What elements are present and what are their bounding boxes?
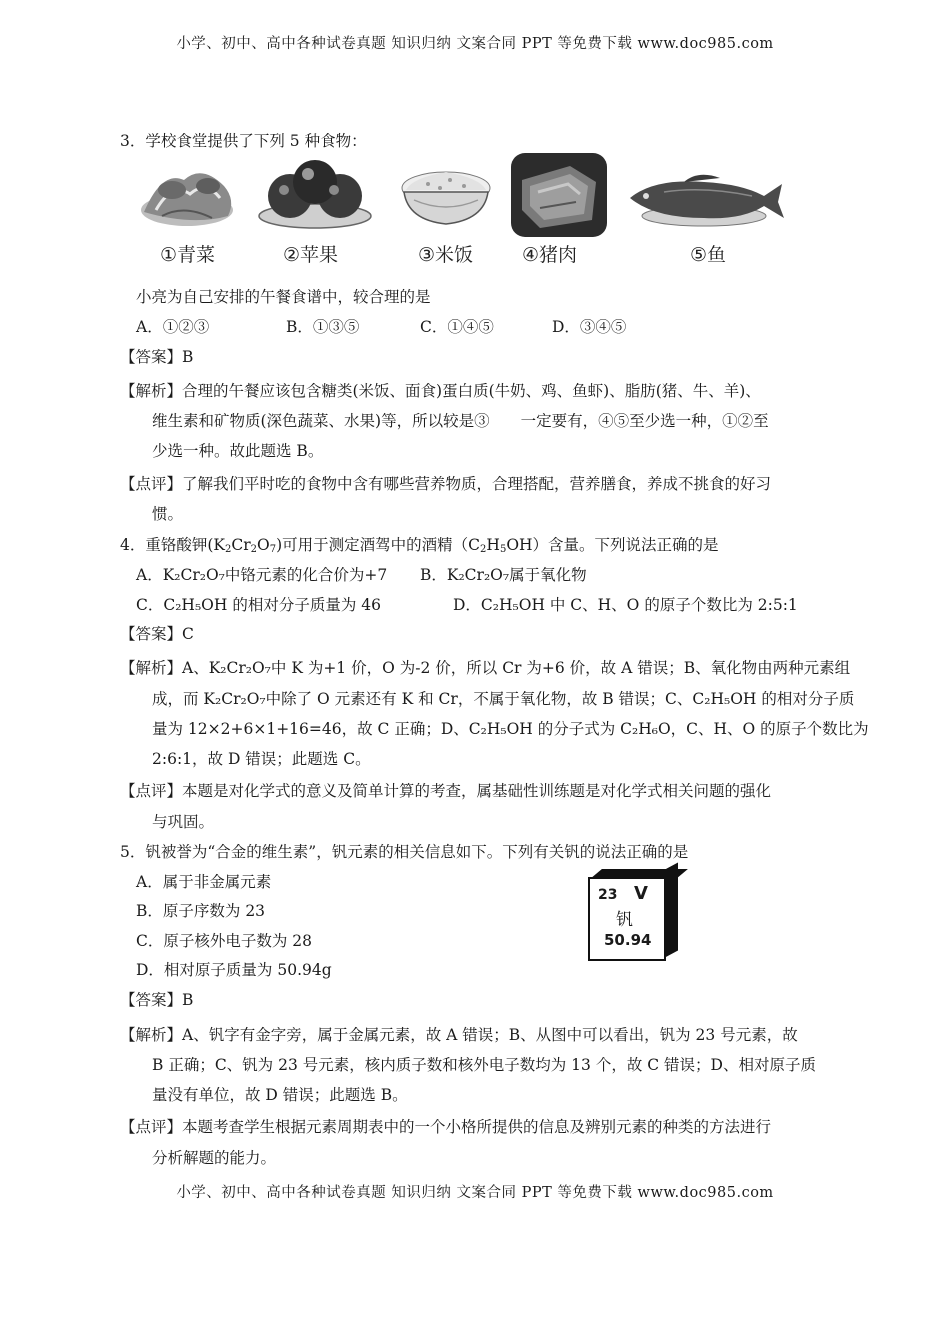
element-symbol: V (634, 883, 648, 904)
q5-option-c: C．原子核外电子数为 28 (136, 932, 313, 950)
q3-option-c: C．①④⑤ (420, 318, 494, 336)
q5-comment-line2: 分析解题的能力。 (152, 1149, 277, 1167)
q4-option-d: D．C₂H₅OH 中 C、H、O 的原子个数比为 2:5:1 (453, 596, 798, 614)
food-label-1: ①青菜 (160, 244, 216, 266)
element-cell (588, 877, 666, 961)
q4-option-b: B．K₂Cr₂O₇属于氧化物 (420, 566, 587, 584)
apple-image (256, 154, 374, 232)
q5-analysis-line3: 量没有单位，故 D 错误；此题选 B。 (152, 1086, 408, 1104)
q5-comment-line1: 【点评】本题考查学生根据元素周期表中的一个小格所提供的信息及辨别元素的种类的方法进行 (120, 1118, 772, 1136)
q3-analysis-line1: 【解析】合理的午餐应该包含糖类(米饭、面食)蛋白质(牛奶、鸡、鱼虾)、脂肪(猪、牛、羊)、 (120, 382, 761, 400)
q5-option-a: A．属于非金属元素 (136, 873, 272, 891)
q5-option-d: D．相对原子质量为 50.94g (136, 961, 332, 979)
page-header: 小学、初中、高中各种试卷真题 知识归纳 文案合同 PPT 等免费下载 www.doc985.com (176, 36, 774, 52)
q5-analysis-line1: 【解析】A、钒字有金字旁，属于金属元素，故 A 错误；B、从图中可以看出，钒为 23 号元素，故 (120, 1026, 798, 1044)
q5-stem: 5．钒被誉为“合金的维生素”，钒元素的相关信息如下。下列有关钒的说法正确的是 (120, 843, 689, 861)
food-label-5: ⑤鱼 (690, 244, 727, 266)
q4-option-c: C．C₂H₅OH 的相对分子质量为 46 (136, 596, 381, 614)
element-mass: 50.94 (604, 931, 652, 949)
q3-option-b: B．①③⑤ (286, 318, 360, 336)
element-number: 23 (598, 887, 618, 903)
fish-image (624, 168, 786, 230)
q3-analysis-line3: 少选一种。故此题选 B。 (152, 442, 324, 460)
q3-option-d: D．③④⑤ (552, 318, 627, 336)
q4-comment-line1: 【点评】本题是对化学式的意义及简单计算的考查，属基础性训练题是对化学式相关问题的强化 (120, 782, 772, 800)
food-label-3: ③米饭 (418, 244, 474, 266)
q3-analysis-line2: 维生素和矿物质(深色蔬菜、水果)等，所以较是③ 一定要有，④⑤至少选一种，①②至 (152, 412, 769, 430)
q4-comment-line2: 与巩固。 (152, 813, 215, 831)
element-name: 钒 (616, 910, 633, 930)
pork-image (510, 152, 608, 238)
q3-stem: 3．学校食堂提供了下列 5 种食物： (120, 132, 367, 150)
food-label-4: ④猪肉 (522, 244, 578, 266)
q3-comment-line1: 【点评】了解我们平时吃的食物中含有哪些营养物质，合理搭配，营养膳食，养成不挑食的好习 (120, 475, 772, 493)
q4-analysis-line1: 【解析】A、K₂Cr₂O₇中 K 为+1 价，O 为-2 价，所以 Cr 为+6 价，故 A 错误；B、氧化物由两种元素组 (120, 659, 851, 677)
q3-answer: 【答案】B (120, 348, 194, 366)
element-cell-side-shade (664, 863, 678, 958)
q4-stem: 4．重铬酸钾$(K_2Cr_2O_7)$可用于测定酒驾中的酒精$(C_2H_5OH)$含量。下列说法正确的是 (120, 536, 719, 555)
q3-comment-line2: 惯。 (152, 505, 184, 523)
food-label-2: ②苹果 (283, 244, 339, 266)
q4-analysis-line2: 成，而 K₂Cr₂O₇中除了 O 元素还有 K 和 Cr，不属于氧化物，故 B 错误；C、C₂H₅OH 的相对分子质 (152, 690, 855, 708)
q4-analysis-line3: 量为 12×2+6×1+16=46，故 C 正确；D、C₂H₅OH 的分子式为 C₂H₆O，C、H、O 的原子个数比为 (152, 720, 869, 738)
q4-answer: 【答案】C (120, 625, 194, 643)
q5-answer: 【答案】B (120, 991, 194, 1009)
q5-option-b: B．原子序数为 23 (136, 902, 266, 920)
q3-option-a: A．①②③ (136, 318, 210, 336)
q4-analysis-line4: 2:6:1，故 D 错误；此题选 C。 (152, 750, 371, 768)
page-footer: 小学、初中、高中各种试卷真题 知识归纳 文案合同 PPT 等免费下载 www.doc985.com (176, 1185, 774, 1201)
rice-bowl-image (398, 158, 494, 230)
q5-analysis-line2: B 正确；C、钒为 23 号元素，核内质子数和核外电子数均为 13 个，故 C 错误；D、相对原子质 (152, 1056, 816, 1074)
q4-option-a: A．K₂Cr₂O₇中铬元素的化合价为+7 (136, 566, 388, 584)
q3-question: 小亮为自己安排的午餐食谱中，较合理的是 (136, 288, 431, 306)
vegetable-image (132, 160, 242, 232)
